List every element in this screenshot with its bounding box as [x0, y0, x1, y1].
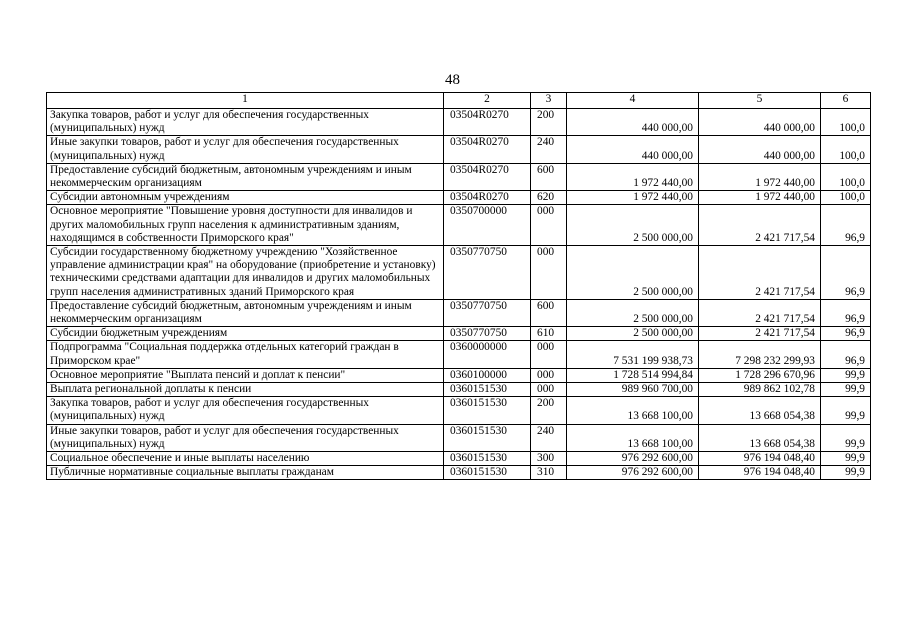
plan-cell: 2 500 000,00 [567, 205, 699, 246]
column-header: 1 [47, 93, 444, 109]
actual-cell: 2 421 717,54 [699, 205, 821, 246]
actual-cell: 13 668 054,38 [699, 397, 821, 424]
name-cell: Субсидии автономным учреждениям [47, 191, 444, 205]
table-row [47, 397, 871, 424]
plan-cell: 7 531 199 938,73 [567, 341, 699, 368]
code-cell: 03504R0270 [444, 191, 531, 205]
name-cell: Подпрограмма "Социальная поддержка отдельных категорий граждан в Приморском крае" [47, 341, 444, 368]
table-row [47, 136, 871, 163]
table-row [47, 424, 871, 451]
table-row [47, 327, 871, 341]
percent-cell: 100,0 [821, 163, 871, 190]
table-row [47, 383, 871, 397]
code-cell: 03504R0270 [444, 109, 531, 136]
name-cell: Иные закупки товаров, работ и услуг для обеспечения государственных (муниципальных) нужд [47, 136, 444, 163]
column-header: 2 [444, 93, 531, 109]
code-cell: 03504R0270 [444, 163, 531, 190]
type-cell: 000 [531, 246, 567, 300]
code-cell: 0360151530 [444, 424, 531, 451]
page-number: 48 [445, 72, 460, 88]
name-cell: Субсидии бюджетным учреждениям [47, 327, 444, 341]
percent-cell: 99,9 [821, 424, 871, 451]
budget-table [46, 92, 871, 480]
name-cell: Субсидии государственному бюджетному учреждению "Хозяйственное управление администрации края" на оборудование (приобретение и установку) техническими средствами адаптации для инвалидов и других маломобильных групп населения административных зданий Приморского края [47, 246, 444, 300]
type-cell: 200 [531, 109, 567, 136]
percent-cell: 96,9 [821, 299, 871, 326]
table-row [47, 109, 871, 136]
table-row [47, 299, 871, 326]
code-cell: 0360151530 [444, 383, 531, 397]
actual-cell: 976 194 048,40 [699, 452, 821, 466]
type-cell: 000 [531, 368, 567, 382]
name-cell: Предоставление субсидий бюджетным, автономным учреждениям и иным некоммерческим организациям [47, 163, 444, 190]
actual-cell: 976 194 048,40 [699, 466, 821, 480]
percent-cell: 99,9 [821, 383, 871, 397]
actual-cell: 1 972 440,00 [699, 191, 821, 205]
percent-cell: 96,9 [821, 205, 871, 246]
type-cell: 300 [531, 452, 567, 466]
type-cell: 000 [531, 341, 567, 368]
table-row [47, 368, 871, 382]
table-row [47, 452, 871, 466]
plan-cell: 1 728 514 994,84 [567, 368, 699, 382]
actual-cell: 440 000,00 [699, 136, 821, 163]
table-body [47, 109, 871, 480]
type-cell: 600 [531, 163, 567, 190]
plan-cell: 440 000,00 [567, 136, 699, 163]
plan-cell: 13 668 100,00 [567, 397, 699, 424]
type-cell: 310 [531, 466, 567, 480]
code-cell: 0360000000 [444, 341, 531, 368]
name-cell: Предоставление субсидий бюджетным, автономным учреждениям и иным некоммерческим организациям [47, 299, 444, 326]
percent-cell: 100,0 [821, 109, 871, 136]
code-cell: 0360151530 [444, 466, 531, 480]
type-cell: 000 [531, 383, 567, 397]
actual-cell: 7 298 232 299,93 [699, 341, 821, 368]
plan-cell: 13 668 100,00 [567, 424, 699, 451]
plan-cell: 2 500 000,00 [567, 246, 699, 300]
code-cell: 0350770750 [444, 327, 531, 341]
actual-cell: 2 421 717,54 [699, 299, 821, 326]
column-header: 3 [531, 93, 567, 109]
plan-cell: 2 500 000,00 [567, 299, 699, 326]
actual-cell: 2 421 717,54 [699, 327, 821, 341]
percent-cell: 96,9 [821, 327, 871, 341]
plan-cell: 1 972 440,00 [567, 163, 699, 190]
table-row [47, 246, 871, 300]
name-cell: Закупка товаров, работ и услуг для обеспечения государственных (муниципальных) нужд [47, 397, 444, 424]
plan-cell: 989 960 700,00 [567, 383, 699, 397]
header-row [47, 93, 871, 109]
plan-cell: 2 500 000,00 [567, 327, 699, 341]
name-cell: Выплата региональной доплаты к пенсии [47, 383, 444, 397]
type-cell: 600 [531, 299, 567, 326]
code-cell: 03504R0270 [444, 136, 531, 163]
name-cell: Социальное обеспечение и иные выплаты населению [47, 452, 444, 466]
name-cell: Основное мероприятие "Выплата пенсий и доплат к пенсии" [47, 368, 444, 382]
name-cell: Основное мероприятие "Повышение уровня доступности для инвалидов и других маломобильных групп населения к административным зданиям, находящимся в собственности Приморского края" [47, 205, 444, 246]
code-cell: 0360151530 [444, 397, 531, 424]
percent-cell: 100,0 [821, 136, 871, 163]
table-row [47, 466, 871, 480]
actual-cell: 13 668 054,38 [699, 424, 821, 451]
percent-cell: 99,9 [821, 368, 871, 382]
actual-cell: 989 862 102,78 [699, 383, 821, 397]
percent-cell: 100,0 [821, 191, 871, 205]
type-cell: 620 [531, 191, 567, 205]
percent-cell: 99,9 [821, 452, 871, 466]
table-row [47, 191, 871, 205]
plan-cell: 976 292 600,00 [567, 466, 699, 480]
plan-cell: 440 000,00 [567, 109, 699, 136]
type-cell: 240 [531, 136, 567, 163]
code-cell: 0350700000 [444, 205, 531, 246]
percent-cell: 99,9 [821, 466, 871, 480]
percent-cell: 99,9 [821, 397, 871, 424]
percent-cell: 96,9 [821, 246, 871, 300]
actual-cell: 440 000,00 [699, 109, 821, 136]
plan-cell: 1 972 440,00 [567, 191, 699, 205]
table-row [47, 163, 871, 190]
name-cell: Публичные нормативные социальные выплаты гражданам [47, 466, 444, 480]
column-header: 5 [699, 93, 821, 109]
name-cell: Иные закупки товаров, работ и услуг для обеспечения государственных (муниципальных) нужд [47, 424, 444, 451]
table-row [47, 341, 871, 368]
actual-cell: 1 728 296 670,96 [699, 368, 821, 382]
column-header: 6 [821, 93, 871, 109]
table-row [47, 205, 871, 246]
plan-cell: 976 292 600,00 [567, 452, 699, 466]
code-cell: 0350770750 [444, 246, 531, 300]
type-cell: 240 [531, 424, 567, 451]
code-cell: 0360151530 [444, 452, 531, 466]
percent-cell: 96,9 [821, 341, 871, 368]
code-cell: 0360100000 [444, 368, 531, 382]
actual-cell: 2 421 717,54 [699, 246, 821, 300]
type-cell: 610 [531, 327, 567, 341]
code-cell: 0350770750 [444, 299, 531, 326]
name-cell: Закупка товаров, работ и услуг для обеспечения государственных (муниципальных) нужд [47, 109, 444, 136]
actual-cell: 1 972 440,00 [699, 163, 821, 190]
column-header: 4 [567, 93, 699, 109]
type-cell: 200 [531, 397, 567, 424]
type-cell: 000 [531, 205, 567, 246]
